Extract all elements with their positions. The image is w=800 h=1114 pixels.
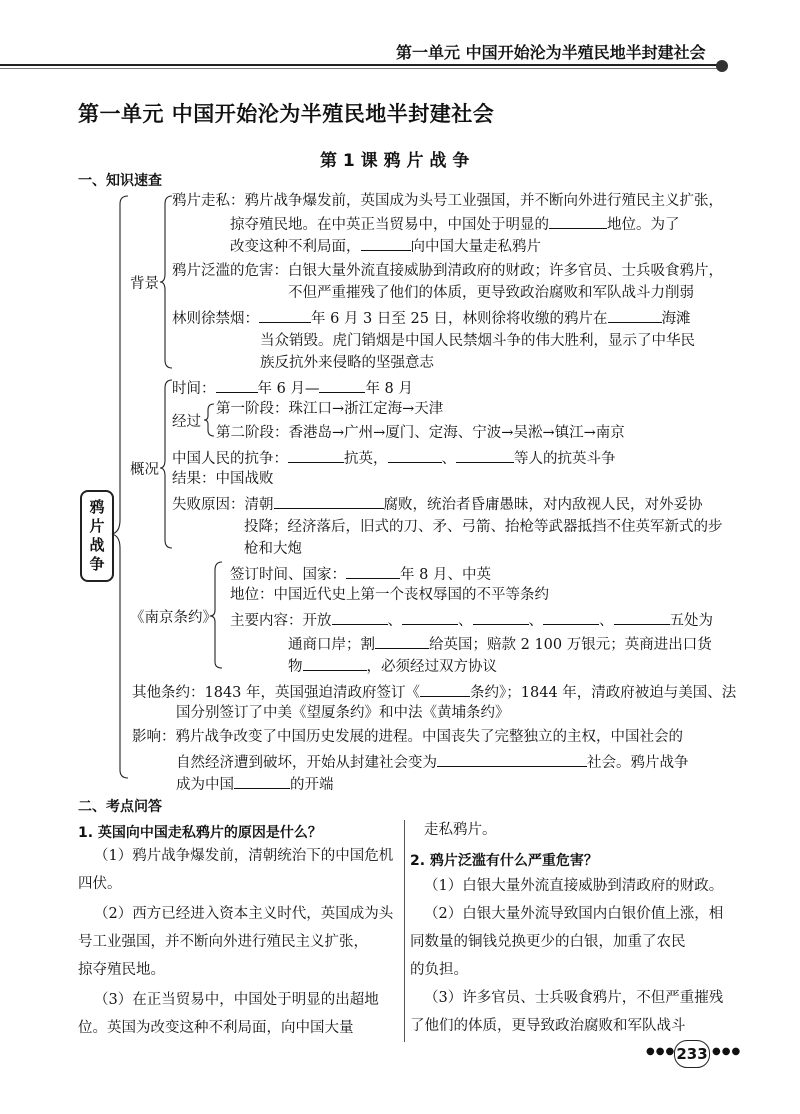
q1-answer-line1: （1）鸦片战争爆发前，清朝统治下的中国危机 <box>94 848 394 864</box>
background-bracket <box>160 196 172 368</box>
process-bracket <box>204 404 214 436</box>
running-header: 第一单元 中国开始沦为半殖民地半封建社会 <box>396 43 706 62</box>
q2-question: 2. 鸦片泛滥有什么严重危害？ <box>410 853 598 869</box>
treaty-cede: 通商口岸；割 给英国；赔款 2 100 万银元；英商进出口货 <box>288 632 712 656</box>
q1-answer-line4: 号工业强国，并不断向外进行殖民主义扩张， <box>78 934 368 950</box>
ov-reason-line3: 枪和大炮 <box>244 541 302 557</box>
q1-answer-line3: （2）西方已经进入资本主义时代，英国成为头 <box>94 906 394 922</box>
ov-reason-line2: 投降；经济落后，旧式的刀、矛、弓箭、抬枪等武器抵挡不住英军新式的步 <box>244 519 723 535</box>
treaty-label: 《南京条约》 <box>130 610 217 626</box>
ov-result: 结果：中国战败 <box>172 471 274 487</box>
blank-port3[interactable] <box>473 608 529 625</box>
other-treaties-line1: 其他条约：1843 年，英国强迫清政府签订《 条约》；1844 年，清政府被迫与美国、法 <box>132 680 736 704</box>
dots-right-icon: ●●● <box>712 1046 742 1057</box>
q1-answer-line6: （3）在正当贸易中，中国处于明显的出超地 <box>94 992 379 1008</box>
column-divider <box>404 820 405 1042</box>
q1-answer-continued: 走私鸦片。 <box>424 822 497 838</box>
impact-line1: 影响：鸦片战争改变了中国历史发展的进程。中国丧失了完整独立的主权，中国社会的 <box>132 729 683 745</box>
other-treaties-line2: 国分别签订了中美《望厦条约》和中法《黄埔条约》 <box>176 705 510 721</box>
blank-port5[interactable] <box>614 608 670 625</box>
background-label: 背景 <box>130 276 159 292</box>
blank-society-type[interactable] <box>437 750 587 767</box>
blank-beach[interactable] <box>608 306 662 323</box>
q2-answer-line2: （2）白银大量外流导致国内白银价值上涨，相 <box>424 906 724 922</box>
blank-other-treaty[interactable] <box>420 680 470 697</box>
q2-answer-line1: （1）白银大量外流直接威胁到清政府的财政。 <box>424 878 724 894</box>
blank-port2[interactable] <box>402 608 458 625</box>
overview-bracket <box>160 380 172 548</box>
bg-smuggling-line3: 改变这种不利局面， 向中国大量走私鸦片 <box>230 234 541 258</box>
q2-answer-line5: （3）许多官员、士兵吸食鸦片，不但严重摧残 <box>424 990 724 1006</box>
blank-port1[interactable] <box>332 608 388 625</box>
q1-answer-line5: 掠夺殖民地。 <box>78 962 165 978</box>
treaty-status: 地位：中国近代史上第一个丧权辱国的不平等条约 <box>230 587 549 603</box>
root-bracket <box>112 196 128 778</box>
bg-harm-line2: 不但严重摧残了他们的体质，更导致政治腐败和军队战斗力削弱 <box>288 285 694 301</box>
treaty-sign: 签订时间、国家： 年 8 月、中英 <box>230 562 491 586</box>
ov-people: 中国人民的抗争： 抗英， 、 等人的抗英斗争 <box>172 446 616 470</box>
blank-qing-system[interactable] <box>274 492 384 509</box>
blank-start-year[interactable] <box>216 376 258 393</box>
treaty-goods: 物 ，必须经过双方协议 <box>288 654 497 678</box>
overview-label: 概况 <box>130 462 159 478</box>
blank-port4[interactable] <box>543 608 599 625</box>
page-number: 233 <box>674 1040 710 1068</box>
ov-time: 时间： 年 6 月— 年 8 月 <box>172 376 413 400</box>
blank-trade-position[interactable] <box>549 212 607 229</box>
ov-reason-line1: 失败原因：清朝 腐败，统治者昏庸愚昧，对内敌视人民，对外妥协 <box>172 492 703 516</box>
q1-answer-line2: 四伏。 <box>78 876 122 892</box>
impact-line3: 成为中国 的开端 <box>176 772 334 796</box>
dots-left-icon: ●●● <box>646 1046 676 1057</box>
blank-tariff[interactable] <box>303 654 367 671</box>
q1-question: 1. 英国向中国走私鸦片的原因是什么？ <box>78 825 322 841</box>
blank-smuggler[interactable] <box>361 234 411 251</box>
bg-harm-line1: 鸦片泛滥的危害：白银大量外流直接威胁到清政府的财政；许多官员、士兵吸食鸦片， <box>172 263 723 279</box>
lesson-title: 第 1 课 鸦 片 战 争 <box>320 151 470 171</box>
bg-ban-line3: 族反抗外来侵略的坚强意志 <box>260 355 434 371</box>
blank-people1[interactable] <box>288 446 344 463</box>
root-label-box <box>80 490 114 582</box>
unit-title: 第一单元 中国开始沦为半殖民地半封建社会 <box>78 102 495 126</box>
blank-people2[interactable] <box>388 446 442 463</box>
treaty-content: 主要内容：开放 、 、 、 、 五处为 <box>230 608 713 632</box>
ov-stage2: 第二阶段：香港岛→广州→厦门、定海、宁波→吴淞→镇江→南京 <box>216 425 625 441</box>
section2-title: 二、考点问答 <box>78 799 162 815</box>
blank-end-year[interactable] <box>319 376 365 393</box>
section1-title: 一、知识速查 <box>78 173 162 189</box>
bg-ban-line1: 林则徐禁烟： 年 6 月 3 日至 25 日，林则徐将收缴的鸦片在 海滩 <box>172 306 691 330</box>
q2-answer-line4: 的负担。 <box>410 962 468 978</box>
q1-answer-line7: 位。英国为改变这种不利局面，向中国大量 <box>78 1020 354 1036</box>
impact-line2: 自然经济遭到破坏，开始从封建社会变为 社会。鸦片战争 <box>176 750 689 774</box>
blank-ceded-land[interactable] <box>375 632 429 649</box>
bg-ban-line2: 当众销毁。虎门销烟是中国人民禁烟斗争的伟大胜利，显示了中华民 <box>260 333 695 349</box>
blank-people3[interactable] <box>456 446 514 463</box>
bg-smuggling-line1: 鸦片走私：鸦片战争爆发前，英国成为头号工业强国，并不断向外进行殖民主义扩张， <box>172 193 723 209</box>
blank-ban-year[interactable] <box>259 306 311 323</box>
blank-history-start[interactable] <box>234 772 290 789</box>
q2-answer-line6: 了他们的体质，更导致政治腐败和军队战斗 <box>410 1018 686 1034</box>
process-label: 经过 <box>172 414 201 430</box>
root-label: 鸦片战争 <box>89 498 105 573</box>
bg-smuggling-line2: 掠夺殖民地。在中英正当贸易中，中国处于明显的 地位。为了 <box>230 212 680 236</box>
blank-sign-year[interactable] <box>346 562 400 579</box>
q2-answer-line3: 同数量的铜钱兑换更少的白银，加重了农民 <box>410 934 686 950</box>
ov-stage1: 第一阶段：珠江口→浙江定海→天津 <box>216 401 444 417</box>
